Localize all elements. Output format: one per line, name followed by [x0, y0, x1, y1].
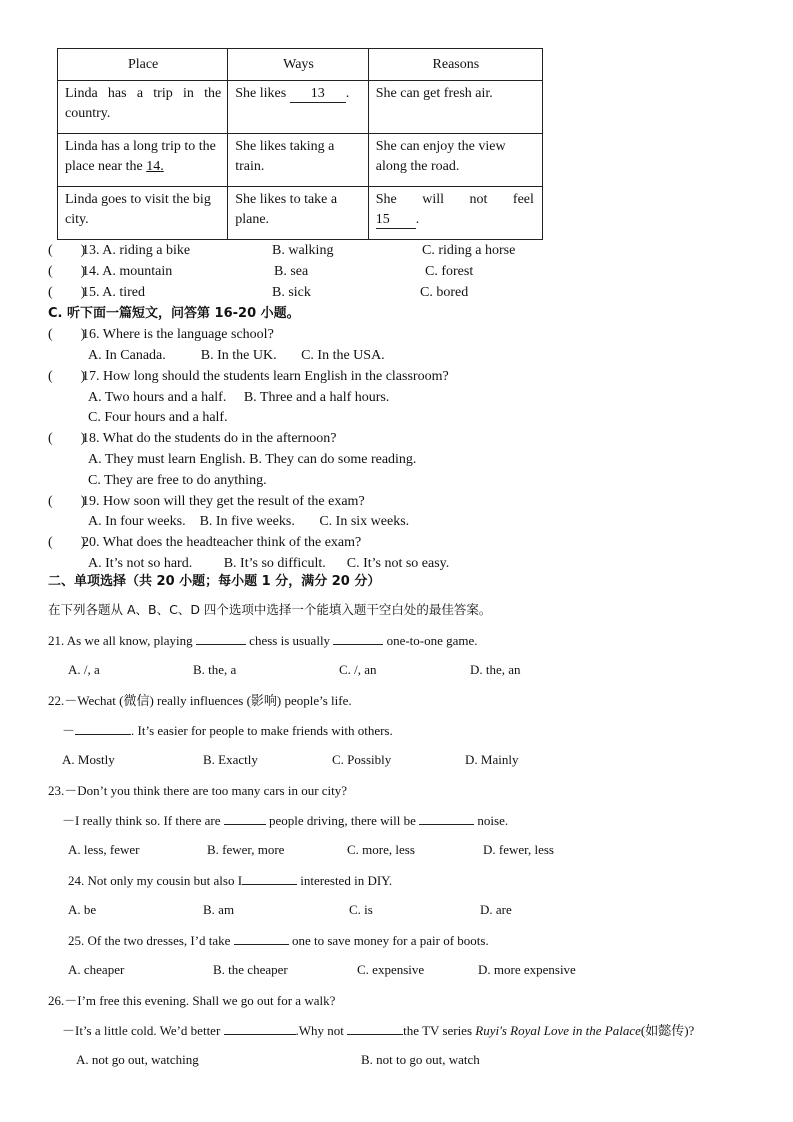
blank[interactable] [224, 1022, 296, 1035]
question-22-reply-text: . It’s easier for people to make friends with others. [131, 723, 393, 738]
question-20: 20. What does the headteacher think of the exam? [82, 535, 362, 550]
question-14-option-b: B. sea [274, 264, 309, 279]
blank[interactable] [347, 1022, 403, 1035]
part-2-heading: 二、单项选择（共 20 小题；每小题 1 分，满分 20 分） [48, 574, 381, 589]
blank[interactable] [75, 722, 131, 735]
question-22-option-b[interactable]: B. Exactly [203, 752, 258, 767]
blank-13[interactable]: 13 [290, 86, 346, 103]
question-16-options: A. In Canada. B. In the UK. C. In the USA. [88, 348, 385, 363]
answer-paren[interactable]: ( ) [48, 285, 86, 300]
question-26-reply-text1: －It’s a little cold. We’d better [62, 1023, 224, 1038]
question-22-reply [62, 721, 393, 741]
question-22-option-a[interactable]: A. Mostly [62, 752, 115, 767]
answer-paren[interactable]: ( ) [48, 494, 86, 509]
question-21-text2: chess is usually [245, 633, 334, 648]
cell-ways [228, 81, 369, 134]
question-26-reply [62, 1021, 694, 1041]
question-18: 18. What do the students do in the afternoon? [82, 431, 337, 446]
answer-paren[interactable]: ( ) [48, 264, 86, 279]
question-25 [68, 931, 489, 951]
question-26: 26.－I’m free this evening. Shall we go out for a walk? [48, 993, 336, 1008]
blank[interactable] [224, 812, 266, 825]
cell-place-end: . [160, 159, 164, 174]
question-25-option-c[interactable]: C. expensive [357, 962, 425, 977]
question-22: 22.－Wechat (微信) really influences (影响) people’s life. [48, 693, 352, 708]
question-23-reply [62, 811, 508, 831]
question-23-option-d[interactable]: D. fewer, less [483, 842, 554, 857]
table-row [58, 134, 543, 187]
question-26-option-b[interactable]: B. not to go out, watch [361, 1052, 480, 1067]
dash: － [62, 723, 76, 738]
question-14-option-a: 14. A. mountain [82, 264, 173, 279]
blank-14[interactable]: 14 [146, 159, 161, 174]
answer-paren[interactable]: ( ) [48, 431, 86, 446]
question-26-reply-text2: .Why not [295, 1023, 348, 1038]
question-19: 19. How soon will they get the result of the exam? [82, 494, 365, 509]
question-23-option-c[interactable]: C. more, less [347, 842, 415, 857]
question-23-reply-text2: people driving, there will be [265, 813, 420, 828]
question-15-option-b: B. sick [272, 285, 311, 300]
cell-place: Linda goes to visit the big city. [58, 187, 228, 240]
header-place: Place [58, 49, 228, 81]
question-17-options-line2: C. Four hours and a half. [88, 410, 228, 425]
question-21-option-c[interactable]: C. /, an [339, 662, 377, 677]
question-20-options: A. It’s not so hard. B. It’s so difficult. C. It’s not so easy. [88, 556, 450, 571]
question-25-option-a[interactable]: A. cheaper [68, 962, 125, 977]
question-21-option-b[interactable]: B. the, a [193, 662, 237, 677]
question-24-text2: interested in DIY. [297, 873, 393, 888]
question-24-option-c[interactable]: C. is [349, 902, 373, 917]
question-23-reply-text3: noise. [474, 813, 509, 828]
question-25-text2: one to save money for a pair of boots. [288, 933, 489, 948]
question-23-reply-text1: －I really think so. If there are [62, 813, 224, 828]
question-24 [68, 871, 392, 891]
cell-reasons [368, 187, 542, 240]
question-17-options-line1: A. Two hours and a half. B. Three and a half hours. [88, 390, 390, 405]
cell-ways-end: . [345, 86, 350, 101]
question-23-option-a[interactable]: A. less, fewer [68, 842, 140, 857]
table-row [58, 187, 543, 240]
answer-paren[interactable]: ( ) [48, 327, 86, 342]
answer-paren[interactable]: ( ) [48, 369, 86, 384]
cell-place [58, 134, 228, 187]
question-15-option-c: C. bored [420, 285, 469, 300]
blank[interactable] [242, 872, 297, 885]
question-24-text1: 24. Not only my cousin but also I [68, 873, 243, 888]
question-15-option-a: 15. A. tired [82, 285, 145, 300]
question-21-option-a[interactable]: A. /, a [68, 662, 100, 677]
question-18-options-line2: C. They are free to do anything. [88, 473, 267, 488]
question-25-option-b[interactable]: B. the cheaper [213, 962, 288, 977]
question-25-text1: 25. Of the two dresses, I’d take [68, 933, 234, 948]
question-18-options-line1: A. They must learn English. B. They can do some reading. [88, 452, 417, 467]
question-13-option-b: B. walking [272, 243, 334, 258]
tv-series-title: Ruyi's Royal Love in the Palace [475, 1023, 641, 1038]
blank-15[interactable]: 15 [376, 212, 416, 229]
cell-place: Linda has a trip in the country. [58, 81, 228, 134]
question-19-options: A. In four weeks. B. In five weeks. C. In six weeks. [88, 514, 410, 529]
cell-ways-text: She likes [235, 86, 287, 101]
question-22-option-d[interactable]: D. Mainly [465, 752, 519, 767]
cell-reasons-text: She will not feel [375, 192, 534, 207]
answer-paren[interactable]: ( ) [48, 243, 86, 258]
blank[interactable] [234, 932, 289, 945]
cell-ways: She likes taking a train. [228, 134, 369, 187]
blank[interactable] [419, 812, 474, 825]
blank[interactable] [333, 632, 383, 645]
question-26-reply-text4: (如懿传)? [640, 1023, 695, 1038]
question-14-option-c: C. forest [425, 264, 474, 279]
question-21-option-d[interactable]: D. the, an [470, 662, 521, 677]
cell-reasons: She can get fresh air. [368, 81, 542, 134]
question-24-option-d[interactable]: D. are [480, 902, 512, 917]
question-23: 23.－Don’t you think there are too many cars in our city? [48, 783, 348, 798]
listening-table [57, 48, 543, 240]
cell-reasons: She can enjoy the view along the road. [368, 134, 542, 187]
question-13-option-c: C. riding a horse [422, 243, 516, 258]
header-reasons: Reasons [368, 49, 542, 81]
question-24-option-a[interactable]: A. be [68, 902, 97, 917]
cell-ways: She likes to take a plane. [228, 187, 369, 240]
section-c-heading: C. 听下面一篇短文，问答第 16-20 小题。 [48, 306, 300, 321]
question-23-option-b[interactable]: B. fewer, more [207, 842, 285, 857]
cell-place-text: Linda has a long trip to the place near the [65, 139, 216, 174]
part-2-instruction: 在下列各题从 A、B、C、D 四个选项中选择一个能填入题干空白处的最佳答案。 [48, 602, 492, 617]
question-24-option-b[interactable]: B. am [203, 902, 235, 917]
table-row [58, 81, 543, 134]
question-21 [48, 631, 478, 651]
cell-reasons-end: . [415, 212, 420, 227]
header-ways: Ways [228, 49, 369, 81]
table-header-row [58, 49, 543, 81]
question-16: 16. Where is the language school? [82, 327, 274, 342]
question-13-option-a: 13. A. riding a bike [82, 243, 191, 258]
question-21-text1: 21. As we all know, playing [48, 633, 196, 648]
question-22-option-c[interactable]: C. Possibly [332, 752, 392, 767]
question-25-option-d[interactable]: D. more expensive [478, 962, 576, 977]
question-17: 17. How long should the students learn English in the classroom? [82, 369, 449, 384]
blank[interactable] [196, 632, 246, 645]
question-26-reply-text3: the TV series [403, 1023, 476, 1038]
answer-paren[interactable]: ( ) [48, 535, 86, 550]
question-21-text3: one-to-one game. [383, 633, 478, 648]
question-26-option-a[interactable]: A. not go out, watching [76, 1052, 199, 1067]
